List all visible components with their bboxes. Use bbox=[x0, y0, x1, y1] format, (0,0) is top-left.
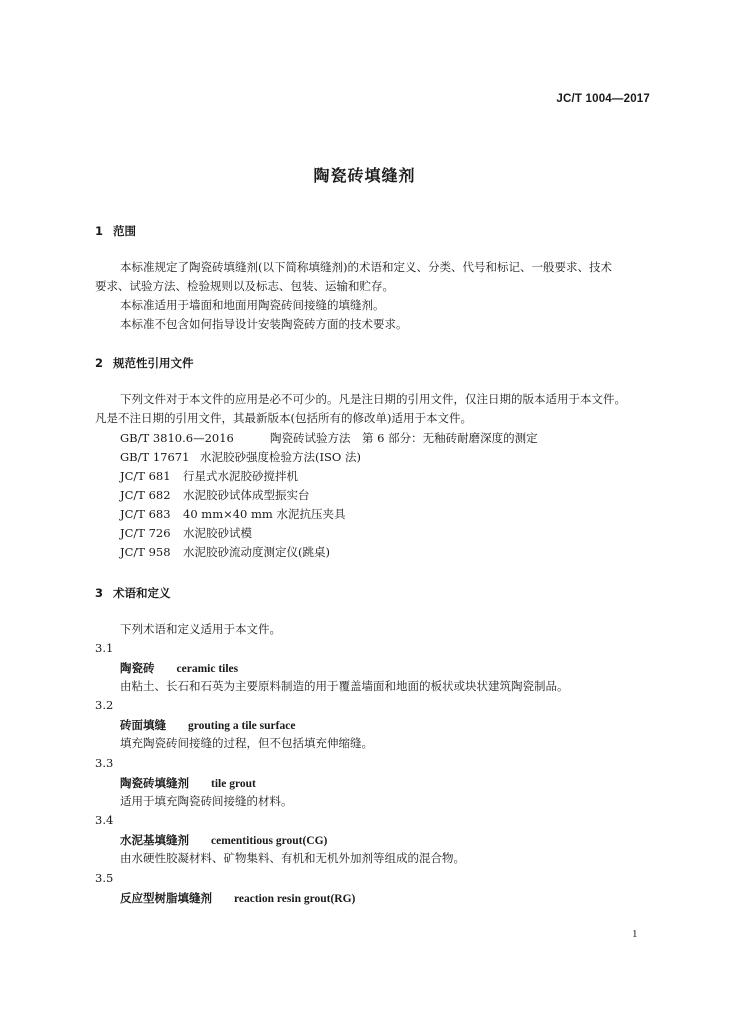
clause-number: 3.1 bbox=[95, 641, 114, 655]
clause-number: 3.2 bbox=[95, 698, 114, 712]
reference-item bbox=[120, 506, 346, 522]
reference-code: JC/T 683 bbox=[120, 507, 171, 521]
term-chinese: 砖面填缝 bbox=[120, 718, 166, 732]
reference-code: JC/T 682 bbox=[120, 488, 171, 502]
term-english: grouting a tile surface bbox=[188, 720, 296, 732]
term-chinese: 水泥基填缝剂 bbox=[120, 833, 189, 847]
section-number: 3 bbox=[95, 586, 104, 600]
clause-number: 3.5 bbox=[95, 871, 114, 885]
reference-item bbox=[120, 430, 538, 446]
reference-title: 行星式水泥胶砂搅拌机 bbox=[183, 469, 298, 483]
term-english: ceramic tiles bbox=[176, 663, 239, 675]
reference-title: 水泥胶砂试体成型振实台 bbox=[183, 488, 310, 502]
term-entry bbox=[120, 717, 295, 733]
reference-code: JC/T 726 bbox=[120, 526, 171, 540]
term-english: cementitious grout(CG) bbox=[211, 835, 328, 847]
section-1-heading bbox=[95, 223, 136, 239]
reference-title: 水泥胶砂试模 bbox=[183, 526, 252, 540]
paragraph: 下列术语和定义适用于本文件。 bbox=[120, 622, 281, 636]
reference-code: JC/T 958 bbox=[120, 545, 171, 559]
term-chinese: 陶瓷砖填缝剂 bbox=[120, 776, 189, 790]
paragraph: 要求、试验方法、检验规则以及标志、包装、运输和贮存。 bbox=[95, 279, 394, 293]
term-chinese: 反应型树脂填缝剂 bbox=[120, 891, 212, 905]
paragraph: 下列文件对于本文件的应用是必不可少的。凡是注日期的引用文件，仅注日期的版本适用于本文件。 bbox=[120, 392, 626, 406]
term-entry bbox=[120, 832, 327, 848]
term-english: tile grout bbox=[211, 778, 256, 790]
document-title: 陶瓷砖填缝剂 bbox=[313, 166, 416, 185]
section-title: 规范性引用文件 bbox=[113, 356, 194, 370]
section-3-heading bbox=[95, 585, 171, 601]
reference-code: GB/T 17671 bbox=[120, 450, 190, 464]
term-entry bbox=[120, 660, 238, 676]
paragraph: 本标准规定了陶瓷砖填缝剂(以下简称填缝剂)的术语和定义、分类、代号和标记、一般要求、技术 bbox=[120, 260, 612, 274]
reference-title: 水泥胶砂强度检验方法(ISO 法) bbox=[200, 450, 361, 464]
paragraph: 凡是不注日期的引用文件，其最新版本(包括所有的修改单)适用于本文件。 bbox=[95, 411, 472, 425]
reference-code: GB/T 3810.6—2016 bbox=[120, 431, 234, 445]
standard-code: JC/T 1004—2017 bbox=[556, 93, 650, 105]
clause-number: 3.3 bbox=[95, 756, 114, 770]
term-definition: 适用于填充陶瓷砖间接缝的材料。 bbox=[120, 794, 293, 808]
paragraph: 本标准适用于墙面和地面用陶瓷砖间接缝的填缝剂。 bbox=[120, 298, 385, 312]
term-definition: 由粘土、长石和石英为主要原料制造的用于覆盖墙面和地面的板状或块状建筑陶瓷制品。 bbox=[120, 679, 569, 693]
term-entry bbox=[120, 890, 355, 906]
page-number: 1 bbox=[632, 928, 638, 940]
term-entry bbox=[120, 775, 256, 791]
paragraph: 本标准不包含如何指导设计安装陶瓷砖方面的技术要求。 bbox=[120, 317, 408, 331]
reference-item bbox=[120, 449, 361, 465]
term-definition: 由水硬性胶凝材料、矿物集料、有机和无机外加剂等组成的混合物。 bbox=[120, 851, 465, 865]
clause-number: 3.4 bbox=[95, 813, 114, 827]
reference-title: 40 mm×40 mm 水泥抗压夹具 bbox=[183, 507, 346, 521]
term-chinese: 陶瓷砖 bbox=[120, 661, 155, 675]
section-number: 2 bbox=[95, 356, 104, 370]
reference-title: 水泥胶砂流动度测定仪(跳桌) bbox=[183, 545, 330, 559]
section-2-heading bbox=[95, 355, 194, 371]
reference-item bbox=[120, 468, 298, 484]
reference-code: JC/T 681 bbox=[120, 469, 171, 483]
section-title: 范围 bbox=[113, 224, 136, 238]
section-number: 1 bbox=[95, 224, 104, 238]
term-definition: 填充陶瓷砖间接缝的过程，但不包括填充伸缩缝。 bbox=[120, 736, 373, 750]
reference-item bbox=[120, 544, 330, 560]
reference-item bbox=[120, 525, 252, 541]
term-english: reaction resin grout(RG) bbox=[234, 893, 356, 905]
section-title: 术语和定义 bbox=[113, 586, 171, 600]
reference-title: 陶瓷砖试验方法 第 6 部分：无釉砖耐磨深度的测定 bbox=[270, 431, 538, 445]
reference-item bbox=[120, 487, 310, 503]
